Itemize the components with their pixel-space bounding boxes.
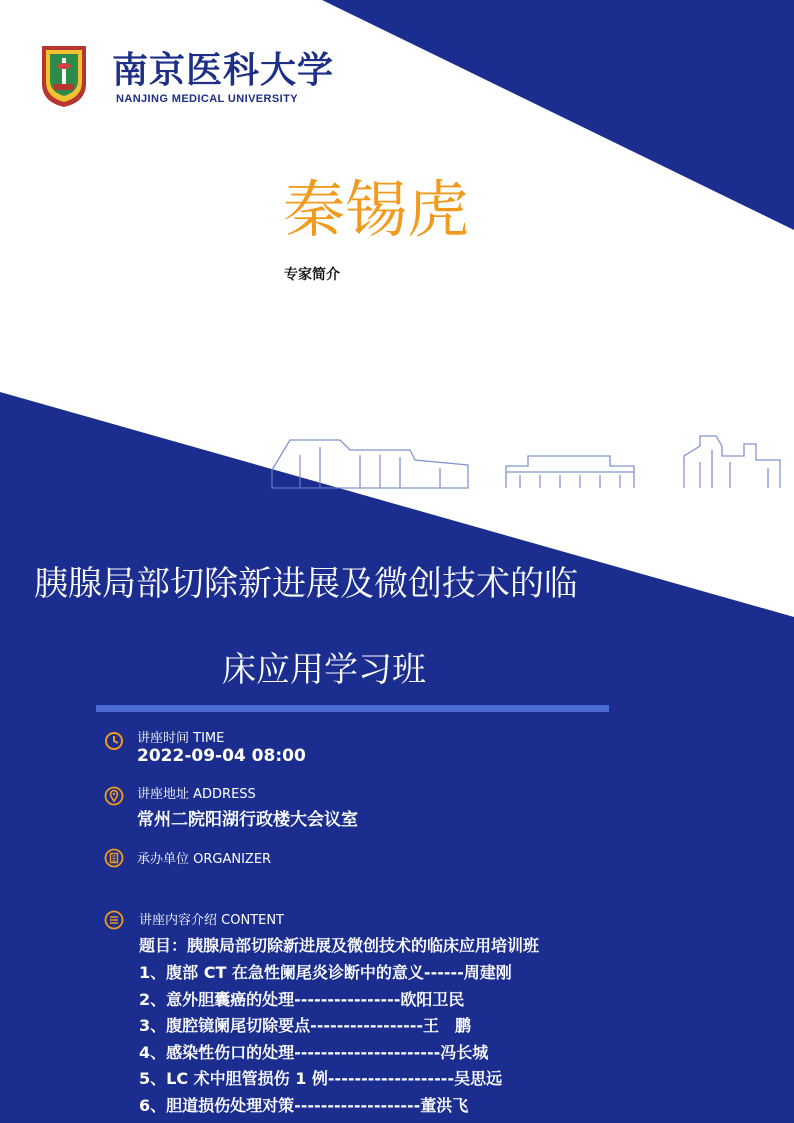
expert-intro-label: 专家简介 — [284, 267, 340, 283]
list-item: 1、腹部 CT 在急性阑尾炎诊断中的意义------周建刚 — [139, 963, 512, 982]
list-item: 4、感染性伤口的处理----------------------冯长城 — [139, 1043, 489, 1062]
course-title-line2: 床应用学习班 — [222, 650, 426, 690]
title-divider — [96, 705, 609, 712]
organizer-label: 承办单位 ORGANIZER — [137, 852, 272, 867]
location-pin-icon — [104, 786, 124, 806]
address-label: 讲座地址 ADDRESS — [137, 787, 256, 802]
building-icon — [104, 848, 124, 868]
list-item: 2、意外胆囊癌的处理----------------欧阳卫民 — [139, 990, 465, 1009]
content-label: 讲座内容介绍 CONTENT — [139, 913, 284, 928]
address-value: 常州二院阳湖行政楼大会议室 — [137, 810, 358, 830]
campus-buildings-sketch — [272, 436, 780, 488]
list-icon — [104, 910, 124, 930]
time-value: 2022-09-04 08:00 — [137, 746, 306, 766]
university-crest-icon — [40, 44, 88, 108]
list-item: 6、胆道损伤处理对策-------------------董洪飞 — [139, 1096, 469, 1115]
course-title-line1: 胰腺局部切除新进展及微创技术的临 — [34, 564, 578, 604]
time-label: 讲座时间 TIME — [137, 731, 225, 746]
list-item: 3、腹腔镜阑尾切除要点-----------------王 鹏 — [139, 1016, 472, 1035]
clock-icon — [104, 731, 124, 751]
content-topic: 题目：胰腺局部切除新进展及微创技术的临床应用培训班 — [139, 936, 540, 955]
list-item: 5、LC 术中胆管损伤 1 例-------------------吴思远 — [139, 1069, 503, 1088]
university-name-en: NANJING MEDICAL UNIVERSITY — [116, 93, 298, 105]
university-name-cn: 南京医科大学 — [112, 49, 335, 91]
expert-name: 秦锡虎 — [283, 173, 470, 246]
